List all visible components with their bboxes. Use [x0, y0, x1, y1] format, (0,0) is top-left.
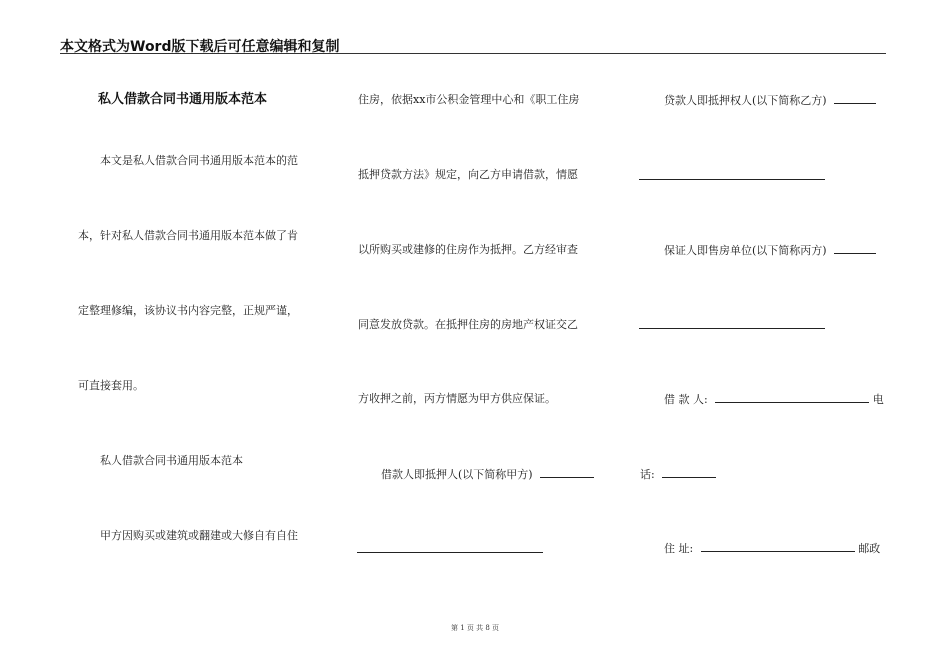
document-title: 私人借款合同书通用版本范本 — [98, 92, 268, 107]
guarantor-blank-line — [639, 328, 825, 329]
paragraph-line: 甲方因购买或建筑或翻建或大修自有自住 — [100, 529, 298, 542]
paragraph-line: 定整理修编，该协议书内容完整，正规严谨， — [78, 304, 298, 317]
lender-line — [664, 93, 876, 108]
paragraph-line: 可直接套用。 — [78, 379, 144, 392]
borrower-label: 借 款 人: — [664, 393, 708, 406]
phone-label: 话: — [640, 468, 655, 481]
contract-name-line: 私人借款合同书通用版本范本 — [100, 454, 243, 467]
borrower-blank — [715, 392, 869, 403]
borrower-party-line — [381, 467, 594, 482]
postal-label-start: 邮政 — [858, 542, 881, 555]
address-blank — [701, 541, 855, 552]
document-header: 本文格式为Word版下载后可任意编辑和复制 — [60, 39, 340, 55]
guarantor-label: 保证人即售房单位(以下简称丙方) — [664, 244, 827, 257]
paragraph-line: 住房，依据xx市公积金管理中心和《职工住房 — [358, 93, 580, 106]
signature-blank-line — [357, 552, 543, 553]
paragraph-line: 本文是私人借款合同书通用版本范本的范 — [100, 154, 298, 167]
phone-line — [640, 467, 716, 482]
address-label: 住 址: — [664, 542, 694, 555]
guarantor-line — [664, 243, 876, 258]
lender-label: 贷款人即抵押权人(以下简称乙方) — [664, 94, 827, 107]
paragraph-line: 同意发放贷款。在抵押住房的房地产权证交乙 — [358, 318, 578, 331]
borrower-party-label: 借款人即抵押人(以下简称甲方) — [381, 468, 533, 481]
paragraph-line: 抵押贷款方法》规定，向乙方申请借款，情愿 — [358, 168, 578, 181]
guarantor-blank — [834, 243, 876, 254]
page-footer: 第 1 页 共 8 页 — [450, 624, 500, 632]
phone-blank — [662, 467, 716, 478]
paragraph-line: 本，针对私人借款合同书通用版本范本做了肯 — [78, 229, 298, 242]
lender-blank-line — [639, 179, 825, 180]
header-divider — [60, 53, 886, 54]
paragraph-line: 方收押之前，丙方情愿为甲方供应保证。 — [358, 392, 556, 405]
borrower-line — [664, 392, 884, 407]
paragraph-line: 以所购买或建修的住房作为抵押。乙方经审查 — [358, 243, 578, 256]
borrower-party-blank — [540, 467, 594, 478]
phone-label-start: 电 — [872, 393, 884, 406]
address-line — [664, 541, 880, 556]
lender-blank — [834, 93, 876, 104]
